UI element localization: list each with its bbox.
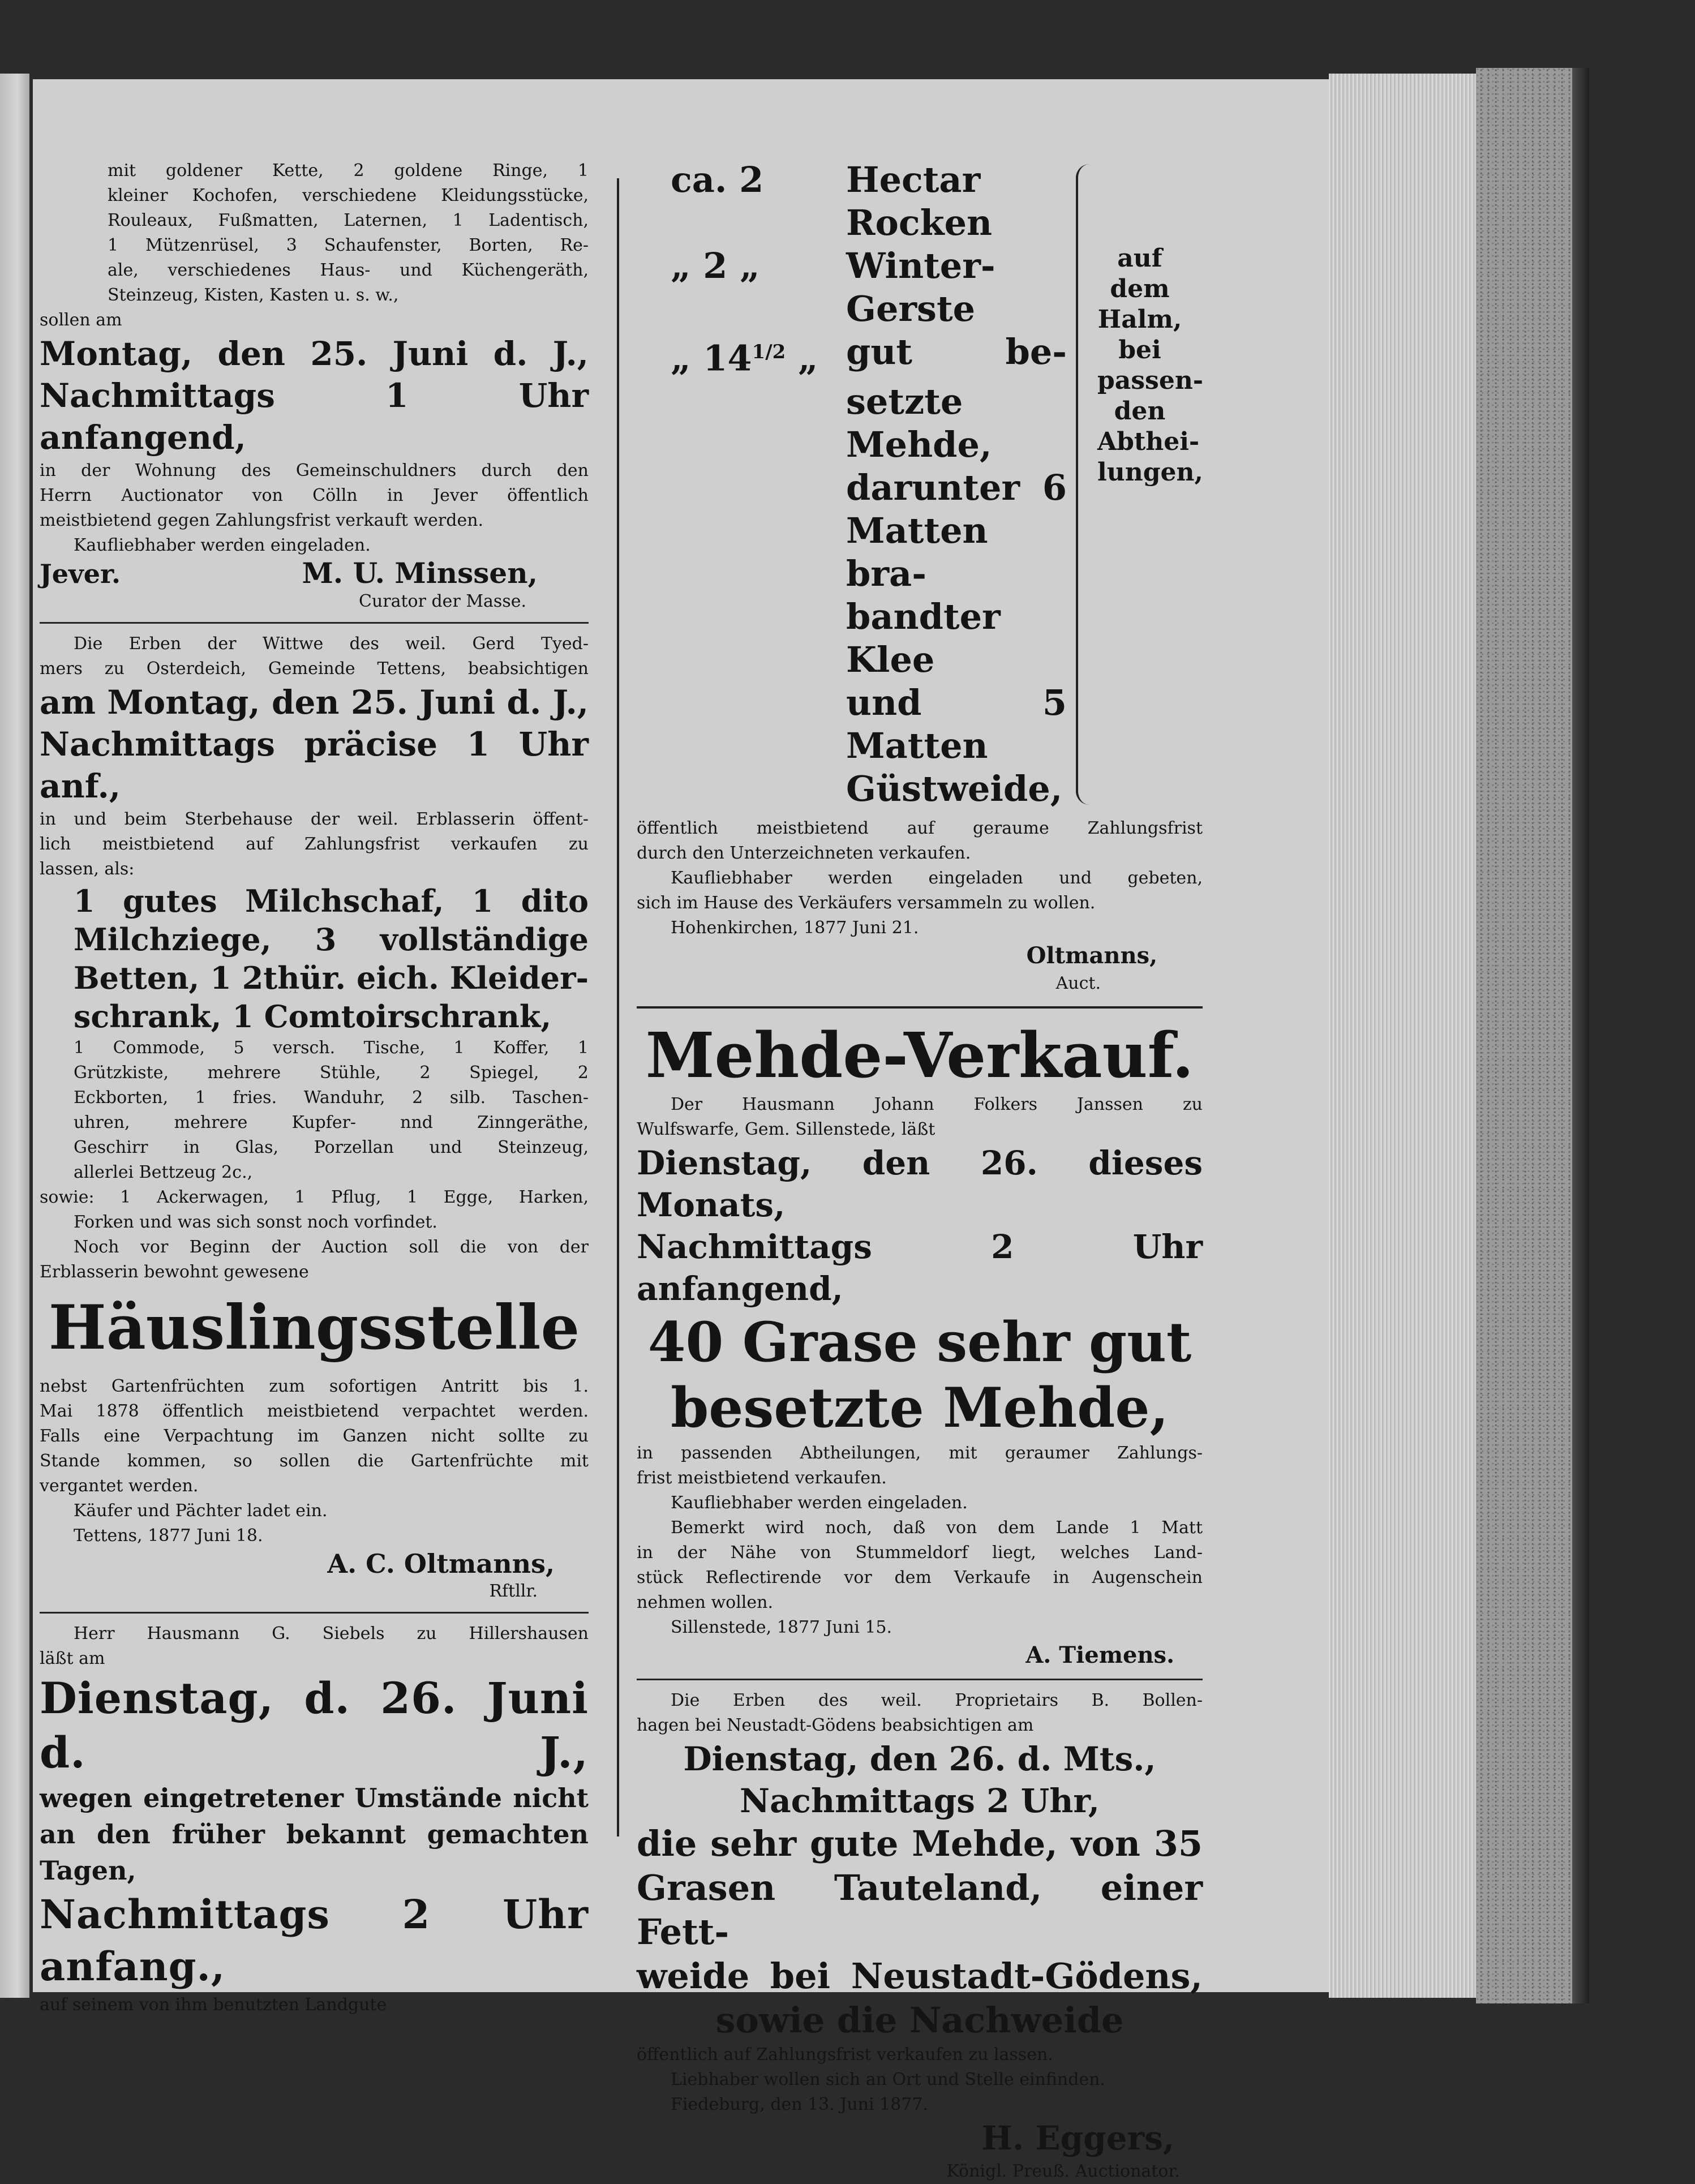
ad-line: frist meistbietend verkaufen. xyxy=(637,1468,887,1488)
ad-line: 1 Mützenrüsel, 3 Schaufenster, Borten, Re- xyxy=(108,235,589,255)
ad-mehde-verkauf xyxy=(637,1019,1203,1671)
ad-line: Noch vor Beginn der Auction soll die von der xyxy=(74,1237,589,1257)
ad-line: vergantet werden. xyxy=(40,1476,199,1496)
ad-line: auf seinem von ihm benutzten Landgute xyxy=(40,1995,387,2015)
side-line: passen- xyxy=(1097,366,1204,395)
ad-line: Rouleaux, Fußmatten, Laternen, 1 Ladentisch, xyxy=(108,211,589,230)
ad-line: hagen bei Neustadt-Gödens beabsichtigen am xyxy=(637,1715,1034,1735)
ad-line: wegen eingetretener Umstände nicht xyxy=(40,1783,589,1813)
ad-note: nehmen wollen. xyxy=(637,1592,773,1612)
ad-line: öffentlich meistbietend auf geraume Zahlungsfrist xyxy=(637,818,1203,838)
ad-line: Die Erben der Wittwe des weil. Gerd Tyed- xyxy=(74,634,589,654)
item-line: Grützkiste, mehrere Stühle, 2 Spiegel, 2 xyxy=(74,1063,589,1083)
headline-grase: 40 Grase sehr gut xyxy=(647,1310,1192,1374)
ad-line: mers zu Osterdeich, Gemeinde Tettens, beabsichtigen xyxy=(40,659,589,679)
crop-row xyxy=(671,509,1067,595)
ad-line: an den früher bekannt gemachten Tagen, xyxy=(40,1819,589,1886)
crop-text: setzte Mehde, xyxy=(846,380,992,465)
auction-date: Dienstag, den 26. dieses Monats, xyxy=(637,1143,1203,1224)
ad-line: Forken und was sich sonst noch vorfindet. xyxy=(74,1212,437,1232)
crop-qty xyxy=(671,466,846,509)
ad-hohenkirchen xyxy=(637,158,1203,996)
page-stack-edge xyxy=(1329,74,1476,1998)
crop-text: und 5 Matten xyxy=(846,681,1067,766)
crop-text: Matten bra- xyxy=(846,509,988,594)
ad-separator xyxy=(40,1612,589,1614)
headline-mehde-verkauf: Mehde-Verkauf. xyxy=(645,1018,1194,1092)
ad-place: Tettens, 1877 Juni 18. xyxy=(74,1526,263,1546)
ad-signer-title: Auct. xyxy=(1055,973,1101,993)
crop-row xyxy=(671,767,1067,810)
crop-qty: „ 2 „ xyxy=(671,245,760,286)
offer-line: weide bei Neustadt-Gödens, xyxy=(637,1955,1203,1997)
left-column xyxy=(40,158,589,2018)
crop-row xyxy=(671,595,1067,681)
ad-note: in der Nähe von Stummeldorf liegt, welches Land- xyxy=(637,1542,1203,1563)
crop-qty xyxy=(671,681,846,767)
side-line: den xyxy=(1114,397,1166,426)
cover-edge xyxy=(1572,68,1589,2003)
item-line: uhren, mehrere Kupfer- nnd Zinngeräthe, xyxy=(74,1113,589,1132)
offer-line: sowie die Nachweide xyxy=(715,1999,1124,2041)
ad-line: lassen, als: xyxy=(40,859,135,879)
auction-time: Nachmittags 1 Uhr anfangend, xyxy=(40,376,589,457)
item-line: Geschirr in Glas, Porzellan und Steinzeug, xyxy=(74,1138,589,1157)
side-line: Abthei- xyxy=(1097,427,1200,456)
ad-line: meistbietend gegen Zahlungsfrist verkauft werden. xyxy=(40,510,484,530)
side-line: Halm, xyxy=(1097,305,1182,334)
auction-date: Montag, den 25. Juni d. J., xyxy=(40,334,589,373)
crop-text: Gerste xyxy=(846,288,976,329)
ad-invite: Kaufliebhaber werden eingeladen. xyxy=(74,535,371,555)
crop-row xyxy=(671,331,1067,380)
ad-invite: Kaufliebhaber werden eingeladen und gebeten, xyxy=(671,868,1203,888)
side-line: dem xyxy=(1110,274,1170,303)
crop-row xyxy=(671,466,1067,509)
ad-auction-tettens xyxy=(40,632,589,1604)
brace xyxy=(1076,164,1089,805)
ad-line: in der Wohnung des Gemeinschuldners durch den xyxy=(40,461,589,480)
ad-signer-title: Königl. Preuß. Auctionator. xyxy=(946,2161,1180,2181)
crop-qty xyxy=(671,380,846,466)
auction-date: am Montag, den 25. Juni d. J., xyxy=(40,683,589,722)
ad-line: kleiner Kochofen, verschiedene Kleidungsstücke, xyxy=(108,186,589,205)
offer-line: die sehr gute Mehde, von 35 xyxy=(637,1822,1203,1864)
crop-qty xyxy=(671,595,846,681)
ad-note: stück Reflectirende vor dem Verkaufe in Augenschein xyxy=(637,1567,1203,1587)
ad-auction-jever xyxy=(40,158,589,614)
crop-text: bandter Klee xyxy=(846,595,1001,680)
item-line: Eckborten, 1 fries. Wanduhr, 2 silb. Taschen- xyxy=(74,1088,589,1108)
marbled-cover-board xyxy=(1476,68,1572,2003)
ad-signer-title: Curator der Masse. xyxy=(358,591,526,611)
ad-siebels xyxy=(40,1621,589,2018)
crop-row xyxy=(671,380,1067,466)
ad-invite: Käufer und Pächter ladet ein. xyxy=(74,1501,328,1521)
crop-qty: „ $14^{1/2}$ „ xyxy=(671,337,818,379)
ad-place: Jever. xyxy=(40,559,121,589)
crop-text: Güstweide, xyxy=(846,767,1063,809)
ad-signer: H. Eggers, xyxy=(981,2118,1174,2157)
crop-row xyxy=(671,244,1067,288)
crop-row xyxy=(671,158,1067,244)
previous-page-edge xyxy=(0,74,29,1998)
ad-line: Der Hausmann Johann Folkers Janssen zu xyxy=(671,1094,1203,1114)
crop-qty: ca. 2 xyxy=(671,159,764,200)
ad-line: durch den Unterzeichneten verkaufen. xyxy=(637,843,971,863)
ad-line: lich meistbietend auf Zahlungsfrist verkaufen zu xyxy=(40,834,589,854)
ad-line: Falls eine Verpachtung im Ganzen nicht sollte zu xyxy=(40,1426,589,1446)
fraction: 1/2 xyxy=(752,341,786,363)
ad-line: läßt am xyxy=(40,1649,105,1668)
crop-text: gut be- xyxy=(846,331,1067,372)
ad-line: in und beim Sterbehause der weil. Erblasserin öffent- xyxy=(40,809,589,829)
ad-note: Bemerkt wird noch, daß von dem Lande 1 Matt xyxy=(671,1517,1203,1538)
crop-qty xyxy=(671,509,846,595)
ad-signer: A. C. Oltmanns, xyxy=(327,1548,555,1579)
crop-row xyxy=(671,681,1067,767)
item-line: Betten, 1 2thür. eich. Kleider- xyxy=(74,960,589,996)
item-line: allerlei Bettzeug 2c., xyxy=(74,1162,253,1182)
side-line: auf xyxy=(1117,244,1162,273)
auction-time: Nachmittags präcise 1 Uhr anf., xyxy=(40,725,589,805)
headline-mehde: besetzte Mehde, xyxy=(671,1375,1169,1440)
ad-invite: Kaufliebhaber werden eingeladen. xyxy=(671,1492,968,1513)
ad-line: Liebhaber wollen sich an Ort und Stelle einfinden. xyxy=(671,2069,1106,2089)
ad-place: Sillenstede, 1877 Juni 15. xyxy=(671,1617,892,1637)
ad-line: sowie: 1 Ackerwagen, 1 Pflug, 1 Egge, Harken, xyxy=(40,1187,589,1207)
offer-line: Grasen Tauteland, einer Fett- xyxy=(637,1867,1203,1953)
ad-line: Wulfswarfe, Gem. Sillenstede, läßt xyxy=(637,1119,936,1139)
ad-line: öffentlich auf Zahlungsfrist verkaufen zu lassen. xyxy=(637,2044,1053,2065)
side-line: lungen, xyxy=(1097,458,1203,487)
right-column xyxy=(637,158,1203,2184)
crop-qty xyxy=(671,288,846,331)
auction-time: Nachmittags 2 Uhr, xyxy=(740,1781,1100,1820)
ad-place: Hohenkirchen, 1877 Juni 21. xyxy=(671,917,919,938)
ad-signer: Oltmanns, xyxy=(1026,942,1157,969)
crop-qty xyxy=(671,767,846,810)
auction-date: Dienstag, d. 26. Juni d. J., xyxy=(40,1673,589,1778)
ad-line: nebst Gartenfrüchten zum sofortigen Antritt bis 1. xyxy=(40,1376,589,1396)
ad-bollenhagen xyxy=(637,1688,1203,2184)
ad-line: mit goldener Kette, 2 goldene Ringe, 1 xyxy=(108,161,589,181)
ad-signer: A. Tiemens. xyxy=(1025,1641,1174,1668)
auction-date: Dienstag, den 26. d. Mts., xyxy=(683,1739,1156,1778)
item-line: 1 Commode, 5 versch. Tische, 1 Koffer, 1 xyxy=(74,1038,589,1058)
headline-haeuslingsstelle: Häuslingsstelle xyxy=(48,1292,580,1363)
ad-place: Fiedeburg, den 13. Juni 1877. xyxy=(671,2094,929,2114)
item-line: schrank, 1 Comtoirschrank, xyxy=(74,998,552,1035)
auction-time: Nachmittags 2 Uhr anfangend, xyxy=(637,1227,1203,1308)
ad-line: Erblasserin bewohnt gewesene xyxy=(40,1262,309,1282)
column-rule xyxy=(617,178,619,1837)
ad-line: Die Erben des weil. Proprietairs B. Bollen- xyxy=(671,1690,1203,1710)
ad-line: Herr Hausmann G. Siebels zu Hillershausen xyxy=(74,1624,589,1644)
ad-line: Steinzeug, Kisten, Kasten u. s. w., xyxy=(108,285,399,305)
ad-invite: sich im Hause des Verkäufers versammeln zu wollen. xyxy=(637,893,1096,913)
ad-line: Stande kommen, so sollen die Gartenfrüchte mit xyxy=(40,1451,589,1471)
crop-text: Hectar Rocken xyxy=(846,159,993,243)
side-line: bei xyxy=(1118,336,1161,364)
ad-separator xyxy=(40,622,589,624)
ad-line: ale, verschiedenes Haus- und Küchengeräth, xyxy=(108,260,589,280)
crop-text: Winter- xyxy=(846,245,995,286)
item-line: Milchziege, 3 vollständige xyxy=(74,921,589,958)
item-line: 1 gutes Milchschaf, 1 dito xyxy=(74,883,589,919)
crop-list xyxy=(637,158,1203,810)
auction-time: Nachmittags 2 Uhr anfang., xyxy=(40,1891,589,1990)
ad-separator xyxy=(637,1679,1203,1680)
ad-signer-title: Rftllr. xyxy=(489,1581,538,1601)
crop-row xyxy=(671,288,1067,331)
ad-line: Mai 1878 öffentlich meistbietend verpachtet werden. xyxy=(40,1401,589,1421)
crop-side-note xyxy=(1097,158,1204,810)
ad-signer: M. U. Minssen, xyxy=(302,556,538,590)
ad-line: sollen am xyxy=(40,310,122,330)
ad-line: Herrn Auctionator von Cölln in Jever öffentlich xyxy=(40,486,589,505)
ad-line: in passenden Abtheilungen, mit geraumer Zahlungs- xyxy=(637,1443,1203,1463)
crop-text: darunter 6 xyxy=(846,466,1067,508)
ad-separator xyxy=(637,1006,1203,1009)
